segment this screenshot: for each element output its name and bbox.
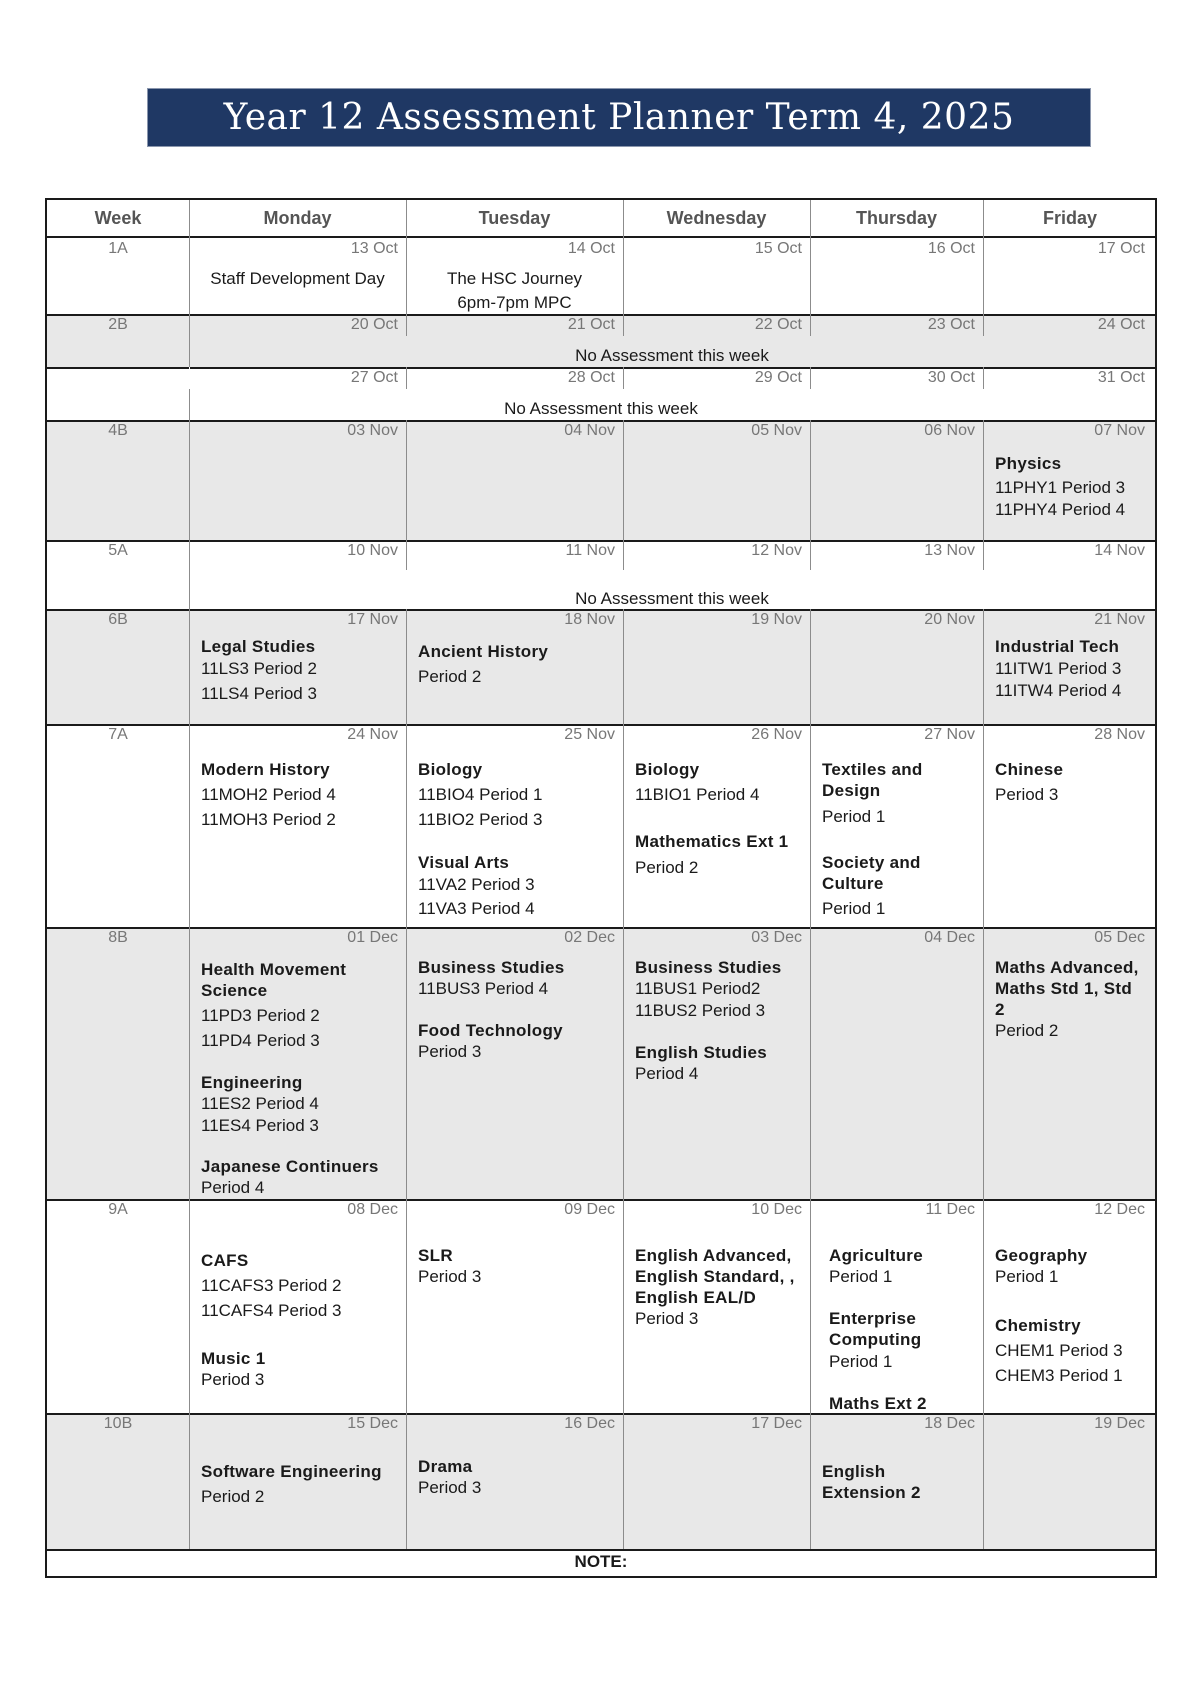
subject-heading: Industrial Tech — [995, 637, 1120, 656]
subject-heading: Drama — [418, 1457, 473, 1476]
subject-heading: Physics — [995, 454, 1062, 473]
event-text: Staff Development Day — [210, 269, 385, 288]
subject-heading: English Advanced, — [635, 1246, 792, 1265]
note-label: NOTE: — [574, 1552, 628, 1571]
date-label: 15 Oct — [754, 240, 802, 257]
header-monday: Monday — [263, 207, 332, 228]
date-label: 24 Nov — [347, 726, 398, 743]
event-text: 11CAFS3 Period 2 — [201, 1276, 342, 1295]
subject-heading: Design — [822, 781, 881, 800]
week-label: 4B — [108, 422, 128, 439]
event-text: 11BUS1 Period2 — [635, 979, 761, 998]
event-text: Period 3 — [418, 1042, 482, 1061]
event-text: 11ES2 Period 4 — [201, 1094, 319, 1113]
date-label: 14 Nov — [1094, 542, 1145, 559]
date-label: 14 Oct — [567, 240, 615, 257]
date-label: 06 Nov — [924, 422, 975, 439]
date-label: 16 Oct — [927, 240, 975, 257]
event-text: Period 1 — [822, 899, 886, 918]
week-label: 5A — [108, 542, 128, 559]
subject-heading: Visual Arts — [418, 853, 510, 872]
event-text: Period 3 — [418, 1267, 482, 1286]
no-assessment-banner: No Assessment this week — [504, 399, 698, 418]
event-text: Period 1 — [995, 1267, 1059, 1286]
event-text: 11MOH2 Period 4 — [201, 785, 336, 804]
subject-heading: Culture — [822, 874, 884, 893]
event-text: 6pm-7pm MPC — [457, 293, 572, 312]
date-label: 16 Dec — [564, 1415, 615, 1432]
event-text: CHEM1 Period 3 — [995, 1341, 1123, 1360]
event-text: 11ITW4 Period 4 — [995, 681, 1122, 700]
week-label: 1A — [108, 240, 128, 257]
subject-heading: Computing — [829, 1330, 922, 1349]
week-label: 2B — [108, 316, 128, 333]
date-label: 17 Oct — [1097, 240, 1145, 257]
date-label: 24 Oct — [1097, 316, 1145, 333]
date-label: 05 Dec — [1094, 929, 1145, 946]
date-label: 02 Dec — [564, 929, 615, 946]
event-text: Period 2 — [418, 667, 482, 686]
subject-heading: Japanese Continuers — [201, 1157, 379, 1176]
subject-heading: Maths Ext 2 — [829, 1394, 927, 1413]
event-text: Period 2 — [201, 1487, 265, 1506]
event-text: 11BIO4 Period 1 — [418, 785, 543, 804]
date-label: 13 Nov — [924, 542, 975, 559]
event-text: 11PHY1 Period 3 — [995, 478, 1126, 497]
date-label: 31 Oct — [1097, 369, 1145, 386]
date-label: 18 Dec — [924, 1415, 975, 1432]
date-label: 19 Nov — [751, 611, 802, 628]
event-text: 11MOH3 Period 2 — [201, 810, 336, 829]
date-label: 01 Dec — [347, 929, 398, 946]
week-label: 6B — [108, 611, 128, 628]
date-label: 12 Nov — [751, 542, 802, 559]
date-label: 15 Dec — [347, 1415, 398, 1432]
event-text: 11PD4 Period 3 — [201, 1031, 320, 1050]
subject-heading: Extension 2 — [822, 1483, 921, 1502]
date-label: 03 Nov — [347, 422, 398, 439]
subject-heading: Modern History — [201, 760, 330, 779]
subject-heading: Biology — [418, 760, 483, 779]
date-label: 17 Dec — [751, 1415, 802, 1432]
subject-heading: Agriculture — [829, 1246, 923, 1265]
subject-heading: Maths Advanced, — [995, 958, 1139, 977]
subject-heading: Music 1 — [201, 1349, 266, 1368]
event-text: Period 1 — [822, 807, 886, 826]
event-text: 11VA3 Period 4 — [418, 899, 535, 918]
week-label: 7A — [108, 726, 128, 743]
week-label: 10B — [103, 1415, 133, 1432]
date-label: 13 Oct — [350, 240, 398, 257]
event-text: 11BUS2 Period 3 — [635, 1001, 766, 1020]
event-text: Period 4 — [201, 1178, 265, 1197]
subject-heading: Biology — [635, 760, 700, 779]
date-label: 18 Nov — [564, 611, 615, 628]
date-label: 07 Nov — [1094, 422, 1145, 439]
event-text: Period 2 — [995, 1021, 1059, 1040]
event-text: The HSC Journey — [446, 269, 583, 288]
date-label: 29 Oct — [754, 369, 802, 386]
date-label: 04 Nov — [564, 422, 615, 439]
title-banner — [147, 88, 1091, 147]
header-thursday: Thursday — [855, 207, 938, 228]
subject-heading: English Studies — [635, 1043, 768, 1062]
date-label: 04 Dec — [924, 929, 975, 946]
header-friday: Friday — [1042, 207, 1098, 228]
subject-heading: SLR — [418, 1246, 453, 1265]
date-label: 21 Nov — [1094, 611, 1145, 628]
event-text: 11PD3 Period 2 — [201, 1006, 320, 1025]
event-text: 11VA2 Period 3 — [418, 875, 535, 894]
subject-heading: Chemistry — [995, 1316, 1081, 1335]
subject-heading: Ancient History — [418, 642, 549, 661]
no-assessment-banner: No Assessment this week — [575, 589, 769, 608]
subject-heading: Mathematics Ext 1 — [635, 832, 789, 851]
week-label: 8B — [108, 929, 128, 946]
event-text: 11ES4 Period 3 — [201, 1116, 319, 1135]
date-label: 08 Dec — [347, 1201, 398, 1218]
header-tuesday: Tuesday — [478, 207, 551, 228]
event-text: Period 1 — [829, 1267, 893, 1286]
event-text: 11ITW1 Period 3 — [995, 659, 1122, 678]
event-text: 11BIO2 Period 3 — [418, 810, 543, 829]
date-label: 03 Dec — [751, 929, 802, 946]
event-text: CHEM3 Period 1 — [995, 1366, 1123, 1385]
event-text: Period 2 — [635, 858, 699, 877]
week-label: 9A — [108, 1201, 128, 1218]
date-label: 30 Oct — [927, 369, 975, 386]
date-label: 05 Nov — [751, 422, 802, 439]
event-text: Period 3 — [418, 1478, 482, 1497]
event-text: Period 3 — [201, 1370, 265, 1389]
date-label: 11 Dec — [925, 1201, 975, 1218]
date-label: 27 Oct — [350, 369, 398, 386]
subject-heading: Enterprise — [829, 1309, 917, 1328]
subject-heading: Engineering — [201, 1073, 303, 1092]
subject-heading: Chinese — [995, 760, 1064, 779]
date-label: 28 Oct — [567, 369, 615, 386]
date-label: 27 Nov — [924, 726, 975, 743]
date-label: 25 Nov — [564, 726, 615, 743]
subject-heading: English — [822, 1462, 886, 1481]
subject-heading: Science — [201, 981, 268, 1000]
date-label: 26 Nov — [751, 726, 802, 743]
date-label: 20 Nov — [924, 611, 975, 628]
event-text: 11BUS3 Period 4 — [418, 979, 549, 998]
event-text: 11LS4 Period 3 — [201, 684, 317, 703]
planner-table — [45, 198, 1157, 1578]
event-text: 11BIO1 Period 4 — [635, 785, 760, 804]
date-label: 21 Oct — [567, 316, 615, 333]
subject-heading: Business Studies — [635, 958, 782, 977]
header-week: Week — [94, 207, 142, 228]
date-label: 19 Dec — [1094, 1415, 1145, 1432]
subject-heading: Textiles and — [822, 760, 923, 779]
subject-heading: Society and — [822, 853, 921, 872]
subject-heading: 2 — [995, 1000, 1005, 1019]
event-text: Period 3 — [635, 1309, 699, 1328]
subject-heading: Software Engineering — [201, 1462, 382, 1481]
date-label: 10 Nov — [347, 542, 398, 559]
event-text: Period 1 — [829, 1352, 893, 1371]
date-label: 09 Dec — [564, 1201, 615, 1218]
header-wednesday: Wednesday — [666, 207, 767, 228]
subject-heading: Legal Studies — [201, 637, 316, 656]
subject-heading: English EAL/D — [635, 1288, 757, 1307]
subject-heading: Health Movement — [201, 960, 347, 979]
date-label: 17 Nov — [347, 611, 398, 628]
event-text: 11CAFS4 Period 3 — [201, 1301, 342, 1320]
date-label: 23 Oct — [927, 316, 975, 333]
page-title: Year 12 Assessment Planner Term 4, 2025 — [223, 97, 1015, 138]
date-label: 11 Nov — [565, 542, 615, 559]
date-label: 12 Dec — [1094, 1201, 1145, 1218]
subject-heading: English Standard, , — [635, 1267, 795, 1286]
event-text: Period 4 — [635, 1064, 699, 1083]
subject-heading: Business Studies — [418, 958, 565, 977]
event-text: 11LS3 Period 2 — [201, 659, 317, 678]
date-label: 22 Oct — [754, 316, 802, 333]
subject-heading: Food Technology — [418, 1021, 563, 1040]
subject-heading: Maths Std 1, Std — [995, 979, 1133, 998]
subject-heading: CAFS — [201, 1251, 249, 1270]
event-text: 11PHY4 Period 4 — [995, 500, 1126, 519]
date-label: 10 Dec — [751, 1201, 802, 1218]
date-label: 28 Nov — [1094, 726, 1145, 743]
event-text: Period 3 — [995, 785, 1059, 804]
no-assessment-banner: No Assessment this week — [575, 346, 769, 365]
date-label: 20 Oct — [350, 316, 398, 333]
subject-heading: Geography — [995, 1246, 1088, 1265]
